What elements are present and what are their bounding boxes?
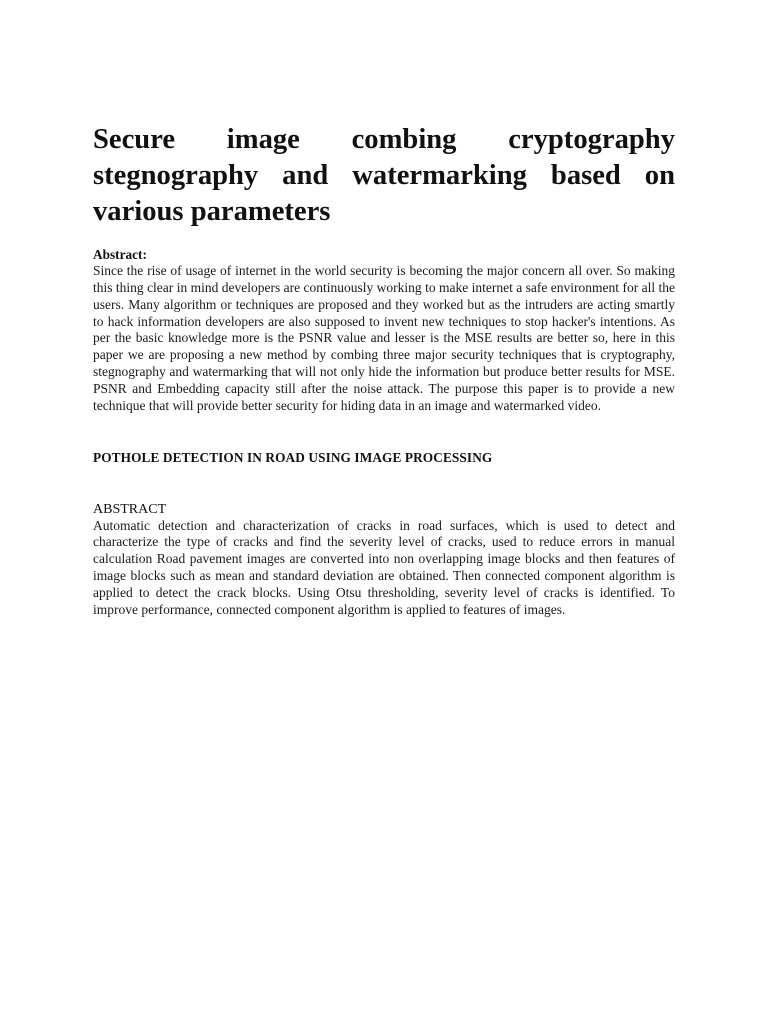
second-paper-title: POTHOLE DETECTION IN ROAD USING IMAGE PROCESSING bbox=[93, 449, 493, 465]
first-abstract-section bbox=[93, 247, 675, 415]
second-abstract-section bbox=[93, 501, 675, 619]
paper-title: Secure image combing cryptography stegnography and watermarking based on various parameters bbox=[93, 124, 675, 227]
document-page bbox=[93, 122, 675, 619]
abstract-heading: Abstract: bbox=[93, 247, 147, 262]
second-abstract-heading: ABSTRACT bbox=[93, 501, 167, 517]
second-abstract-paragraph: Automatic detection and characterization of cracks in road surfaces, which is used to detect and characterize the type of cracks and find the severity level of cracks, used to reduce errors in manual calculation Road pavement images are converted into non overlapping image blocks and then features of image blocks such as mean and standard deviation are obtained. Then connected component algorithm is applied to detect the crack blocks. Using Otsu thresholding, severity level of cracks is identified. To improve performance, connected component algorithm is applied to features of images. bbox=[93, 517, 675, 617]
abstract-paragraph: Since the rise of usage of internet in the world security is becoming the major concern all over. So making this thing clear in mind developers are continuously working to make internet a safe environment for all the users. Many algorithm or techniques are proposed and they worked but as the intruders are acting smartly to hack information developers are also supposed to invent new techniques to stop hacker's intentions. As per the basic knowledge more is the PSNR value and lesser is the MSE results are better so, here in this paper we are proposing a new method by combing three major security techniques that is cryptography, stegnography and watermarking that will not only hide the information but produce better results for MSE. PSNR and Embedding capacity still after the noise attack. The purpose this paper is to provide a new technique that will provide better security for hiding data in an image and watermarked video. bbox=[93, 263, 675, 413]
